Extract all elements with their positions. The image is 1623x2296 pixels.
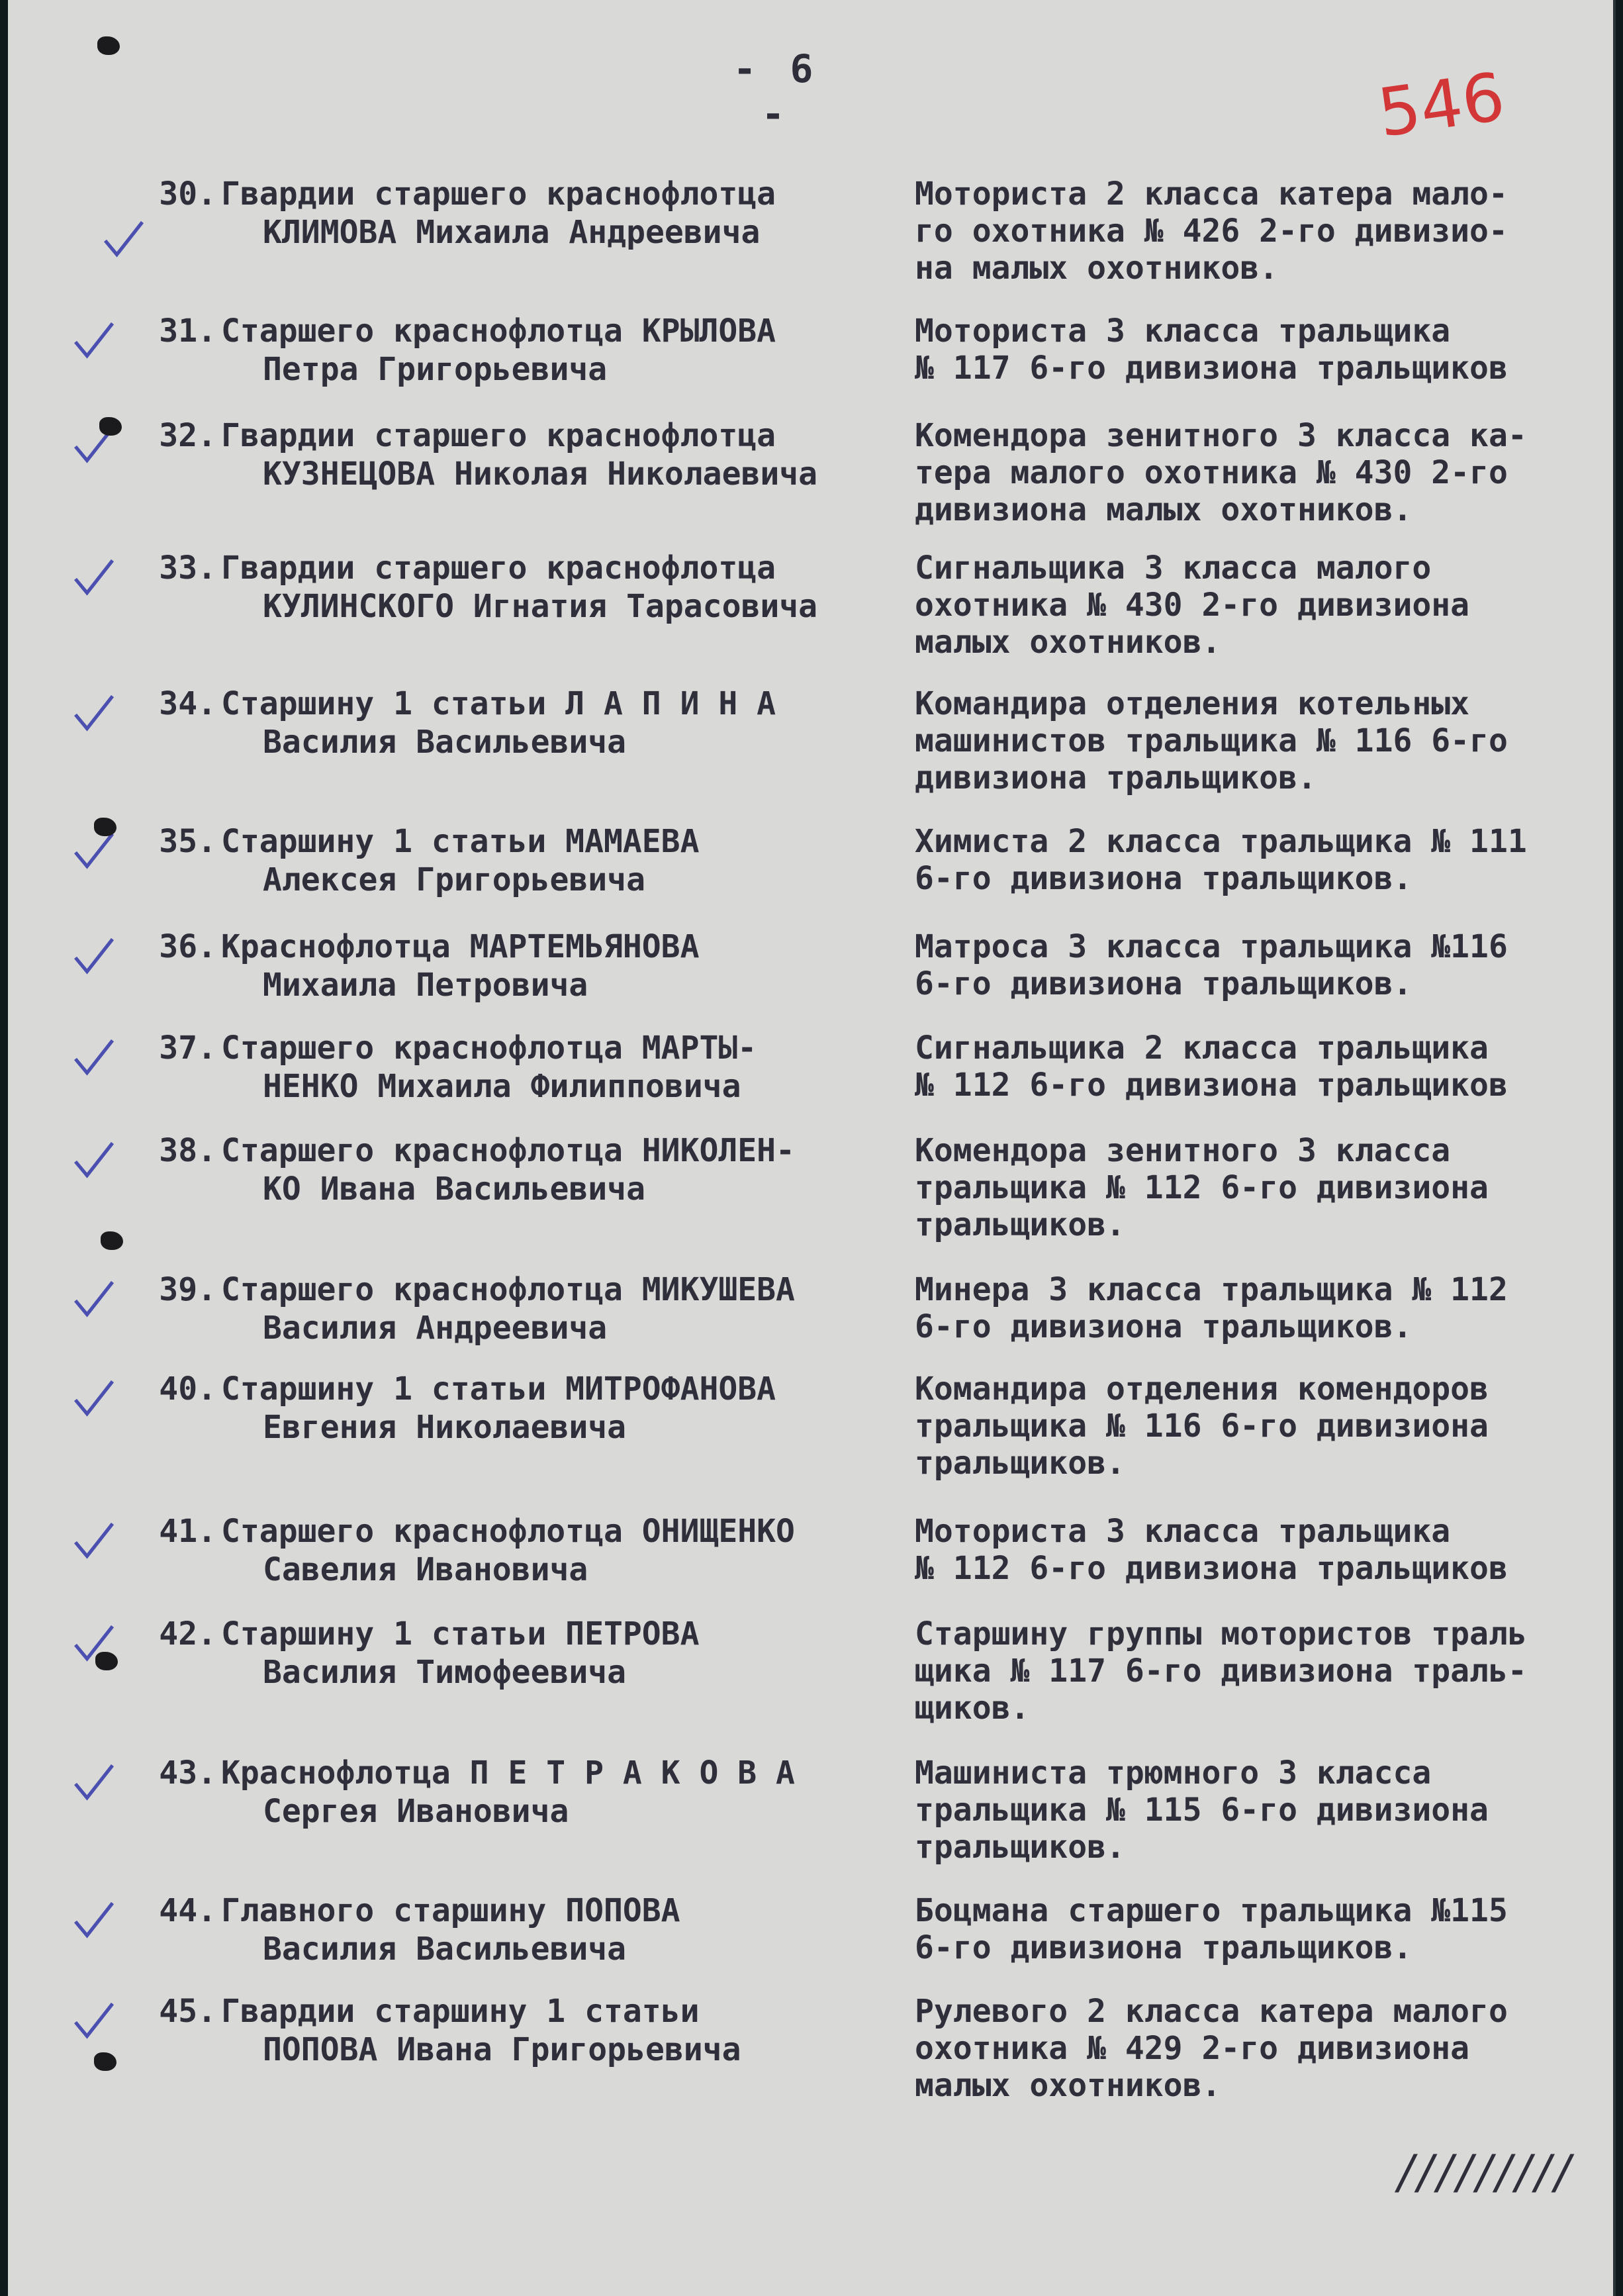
entry-number: 30. — [159, 175, 216, 213]
entry-duty: Командира отделения комендоров тральщика № 116 6-го дивизиона тральщиков. — [915, 1370, 1489, 1482]
entry-number: 41. — [159, 1513, 216, 1550]
entry-number: 35. — [159, 823, 216, 860]
entry-rank: Старшину 1 статьи МИТРОФАНОВА — [221, 1370, 776, 1408]
punch-hole — [94, 2052, 116, 2071]
entry-number: 42. — [159, 1615, 216, 1652]
entry-name: НЕНКО Михаила Филипповича — [263, 1068, 741, 1105]
tally-marks: ///////// — [1398, 2145, 1575, 2199]
checkmark-icon — [71, 1033, 117, 1080]
entry-name: Василия Андреевича — [263, 1310, 608, 1347]
entry-name: Василия Васильевича — [263, 724, 627, 761]
entry-rank: Главного старшину ПОПОВА — [221, 1892, 680, 1929]
entry-name: Василия Васильевича — [263, 1931, 627, 1968]
entry-number: 38. — [159, 1132, 216, 1169]
entry-number: 34. — [159, 685, 216, 722]
punch-hole — [99, 417, 122, 436]
entry-duty: Боцмана старшего тральщика №115 6-го дивизиона тральщиков. — [915, 1892, 1508, 1966]
entry-name: КЛИМОВА Михаила Андреевича — [263, 214, 761, 251]
checkmark-icon — [71, 1997, 117, 2043]
entry-duty: Командира отделения котельных машинистов тральщика № 116 6-го дивизиона тральщиков. — [915, 685, 1508, 796]
entry-duty: Сигнальщика 2 класса тральщика № 112 6-го дивизиона тральщиков — [915, 1029, 1508, 1104]
entry-number: 45. — [159, 1993, 216, 2030]
entry-rank: Краснофлотца МАРТЕМЬЯНОВА — [221, 928, 700, 965]
checkmark-icon — [71, 932, 117, 979]
entry-name: Евгения Николаевича — [263, 1409, 627, 1446]
entry-name: ПОПОВА Ивана Григорьевича — [263, 2031, 741, 2068]
checkmark-icon — [71, 1374, 117, 1421]
entry-name: Сергея Ивановича — [263, 1793, 569, 1830]
entry-rank: Старшего краснофлотца ОНИЩЕНКО — [221, 1513, 795, 1550]
entry-duty: Моториста 3 класса тральщика № 112 6-го дивизиона тральщиков — [915, 1513, 1508, 1587]
entry-duty: Рулевого 2 класса катера малого охотника № 429 2-го дивизиона малых охотников. — [915, 1993, 1508, 2104]
punch-hole — [101, 1231, 123, 1250]
checkmark-icon — [71, 1136, 117, 1182]
punch-hole — [94, 818, 116, 836]
checkmark-icon — [71, 1517, 117, 1563]
entry-duty: Минера 3 класса тральщика № 112 6-го дивизиона тральщиков. — [915, 1271, 1508, 1345]
entry-duty: Комендора зенитного 3 класса ка- тера малого охотника № 430 2-го дивизиона малых охотников. — [915, 417, 1527, 528]
entry-rank: Гвардии старшину 1 статьи — [221, 1993, 700, 2030]
entry-rank: Краснофлотца П Е Т Р А К О В А — [221, 1754, 795, 1792]
punch-hole — [95, 1652, 118, 1670]
entry-duty: Моториста 3 класса тральщика № 117 6-го дивизиона тральщиков — [915, 312, 1508, 387]
entry-duty: Матроса 3 класса тральщика №116 6-го дивизиона тральщиков. — [915, 928, 1508, 1002]
entry-name: Василия Тимофеевича — [263, 1654, 627, 1691]
entry-number: 36. — [159, 928, 216, 965]
punch-hole — [97, 36, 120, 55]
entry-name: Петра Григорьевича — [263, 351, 608, 388]
entry-duty: Старшину группы мотористов траль щика № 117 6-го дивизиона траль- щиков. — [915, 1615, 1527, 1727]
entry-number: 43. — [159, 1754, 216, 1792]
entry-rank: Старшего краснофлотца МИКУШЕВА — [221, 1271, 795, 1308]
entry-duty: Машиниста трюмного 3 класса тральщика № 115 6-го дивизиона тральщиков. — [915, 1754, 1489, 1866]
entry-rank: Гвардии старшего краснофлотца — [221, 550, 776, 587]
entry-rank: Гвардии старшего краснофлотца — [221, 175, 776, 213]
entry-number: 39. — [159, 1271, 216, 1308]
entry-rank: Старшину 1 статьи МАМАЕВА — [221, 823, 700, 860]
entry-duty: Сигнальщика 3 класса малого охотника № 430 2-го дивизиона малых охотников. — [915, 550, 1470, 661]
entry-duty: Химиста 2 класса тральщика № 111 6-го дивизиона тральщиков. — [915, 823, 1527, 897]
entry-rank: Старшего краснофлотца КРЫЛОВА — [221, 312, 776, 350]
checkmark-icon — [101, 215, 147, 262]
checkmark-icon — [71, 1275, 117, 1321]
entry-number: 31. — [159, 312, 216, 350]
entry-rank: Старшего краснофлотца МАРТЫ- — [221, 1029, 757, 1067]
checkmark-icon — [71, 316, 117, 363]
entry-name: КУЗНЕЦОВА Николая Николаевича — [263, 455, 818, 493]
checkmark-icon — [71, 1758, 117, 1805]
entry-name: Алексея Григорьевича — [263, 861, 645, 898]
entry-number: 44. — [159, 1892, 216, 1929]
archive-number-handwritten: 546 — [1373, 58, 1510, 152]
entry-duty: Комендора зенитного 3 класса тральщика № 112 6-го дивизиона тральщиков. — [915, 1132, 1489, 1243]
entry-number: 32. — [159, 417, 216, 454]
checkmark-icon — [71, 689, 117, 736]
entry-duty: Моториста 2 класса катера мало- го охотника № 426 2-го дивизио- на малых охотников. — [915, 175, 1508, 287]
entry-name: Савелия Ивановича — [263, 1551, 588, 1588]
entry-rank: Старшего краснофлотца НИКОЛЕН- — [221, 1132, 795, 1169]
entry-name: КО Ивана Васильевича — [263, 1171, 645, 1208]
entry-rank: Старшину 1 статьи ПЕТРОВА — [221, 1615, 700, 1652]
page-number: - 6 - — [733, 46, 819, 136]
checkmark-icon — [71, 1896, 117, 1942]
checkmark-icon — [71, 553, 117, 600]
entry-name: КУЛИНСКОГО Игнатия Тарасовича — [263, 588, 818, 625]
document-page — [8, 0, 1616, 2296]
entry-number: 33. — [159, 550, 216, 587]
entry-number: 40. — [159, 1370, 216, 1408]
entry-rank: Старшину 1 статьи Л А П И Н А — [221, 685, 776, 722]
entry-rank: Гвардии старшего краснофлотца — [221, 417, 776, 454]
entry-number: 37. — [159, 1029, 216, 1067]
entry-name: Михаила Петровича — [263, 967, 588, 1004]
